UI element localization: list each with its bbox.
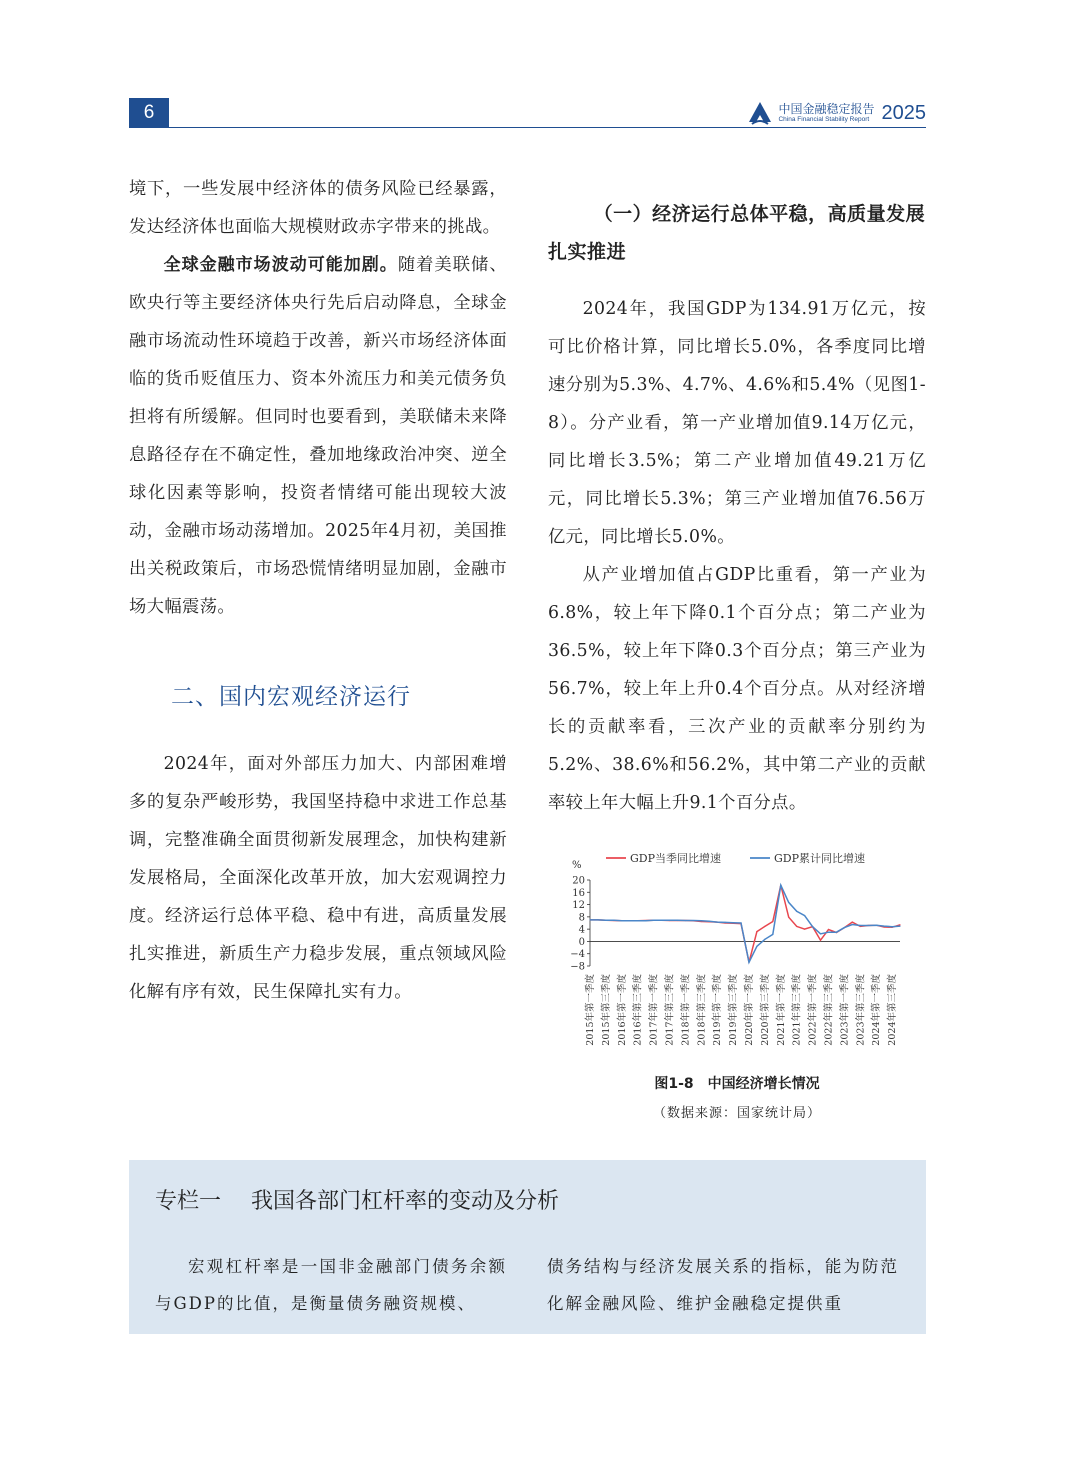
x-tick-label: 2020年第一季度: [743, 974, 755, 1046]
data-point: [645, 920, 646, 921]
gdp-chart-svg: [560, 850, 920, 1070]
data-point: [717, 921, 718, 922]
data-point: [820, 940, 821, 941]
x-tick-label: 2023年第一季度: [839, 974, 851, 1046]
header-rule: [129, 127, 926, 128]
report-logo-icon: [747, 100, 773, 126]
x-tick-label: 2020年第三季度: [759, 974, 771, 1046]
figure-source: （数据来源：国家统计局）: [652, 1106, 821, 1121]
data-point: [740, 922, 741, 923]
data-point: [725, 922, 726, 923]
data-point: [844, 927, 845, 928]
data-point: [796, 911, 797, 912]
data-point: [796, 926, 797, 927]
brand-title-cn: 中国金融稳定报告: [778, 101, 875, 116]
data-point: [709, 921, 710, 922]
left-column: [129, 170, 507, 1011]
y-axis-unit: %: [572, 860, 582, 871]
data-point: [629, 920, 630, 921]
x-tick-label: 2017年第三季度: [664, 974, 676, 1046]
data-point: [868, 925, 869, 926]
data-point: [884, 925, 885, 926]
paragraph: 2024年，面对外部压力加大、内部困难增多的复杂严峻形势，我国坚持稳中求进工作总基调，完整准确全面贯彻新发展理念，加快构建新发展格局，全面深化改革开放，加大宏观调控力度。经济运行总体平稳、稳中有进，高质量发展扎实推进，新质生产力稳步发展，重点领域风险化解有序有效，民生保障扎实有力。: [129, 754, 507, 1002]
figure-caption: 图1-8 中国经济增长情况: [654, 1076, 820, 1092]
x-tick-label: 2024年第一季度: [871, 974, 883, 1046]
x-tick-label: 2022年第三季度: [823, 974, 835, 1046]
data-point: [804, 929, 805, 930]
data-point: [780, 885, 781, 886]
y-tick-label: 20: [572, 875, 585, 887]
data-point: [772, 934, 773, 935]
x-tick-label: 2023年第三季度: [855, 974, 867, 1046]
data-point: [899, 924, 900, 925]
data-point: [693, 920, 694, 921]
x-tick-label: 2017年第一季度: [648, 974, 660, 1046]
data-point: [605, 920, 606, 921]
column-box: [129, 1160, 926, 1334]
y-tick-label: 4: [578, 924, 585, 936]
data-point: [788, 902, 789, 903]
data-point: [899, 925, 900, 926]
x-tick-label: 2021年第三季度: [791, 974, 803, 1046]
paragraph: 从产业增加值占GDP比重看，第一产业为6.8%，较上年下降0.1个百分点；第二产业为36.5%，较上年下降0.3个百分点；第三产业为56.7%，较上年上升0.4个百分点。从对经济增长的贡献率看，三次产业的贡献率分别约为5.2%、38.6%和56.2%，其中第二产业的贡献率较上年大幅上升9.1个百分点。: [548, 565, 926, 813]
data-point: [597, 919, 598, 920]
data-point: [756, 931, 757, 932]
paragraph: [129, 246, 507, 626]
data-point: [828, 929, 829, 930]
data-point: [764, 939, 765, 940]
data-point: [621, 920, 622, 921]
x-tick-label: 2015年第一季度: [585, 974, 596, 1046]
data-point: [748, 962, 749, 963]
data-point: [860, 925, 861, 926]
data-point: [852, 921, 853, 922]
data-point: [772, 921, 773, 922]
data-point: [589, 919, 590, 920]
box-text-left: 宏观杠杆率是一国非金融部门债务余额与GDP的比值，是衡量债务融资规模、: [155, 1257, 507, 1313]
subsection-heading: （一）经济运行总体平稳，高质量发展扎实推进: [548, 203, 926, 263]
x-tick-label: 2019年第三季度: [728, 974, 740, 1046]
page-number: 6: [129, 98, 169, 128]
data-point: [804, 915, 805, 916]
x-tick-label: 2016年第一季度: [616, 974, 628, 1046]
data-point: [677, 920, 678, 921]
data-point: [828, 932, 829, 933]
box-label: 专栏一: [155, 1189, 222, 1214]
paragraph: 境下，一些发展中经济体的债务风险已经暴露，发达经济体也面临大规模财政赤字带来的挑战。: [129, 179, 507, 237]
x-tick-label: 2024年第三季度: [887, 974, 899, 1046]
y-tick-label: 8: [578, 912, 585, 924]
y-tick-label: −4: [570, 949, 585, 961]
data-point: [876, 925, 877, 926]
data-point: [669, 920, 670, 921]
series-line-2: [590, 885, 900, 962]
paragraph-text: 随着美联储、欧央行等主要经济体央行先后启动降息，全球金融市场流动性环境趋于改善，新兴市场经济体面临的货币贬值压力、资本外流压力和美元债务负担将有所缓解。但同时也要看到，美联储未来降息路径存在不确定性，叠加地缘政治冲突、逆全球化因素等影响，投资者情绪可能出现较大波动，金融市场动荡增加。2025年4月初，美国推出关税政策后，市场恐慌情绪明显加剧，金融市场大幅震荡。: [129, 255, 508, 617]
y-tick-label: 16: [572, 887, 585, 899]
legend-label-1: GDP当季同比增速: [630, 852, 722, 865]
x-tick-label: 2022年第一季度: [807, 974, 819, 1046]
box-title: [155, 1184, 559, 1215]
data-point: [661, 920, 662, 921]
data-point: [653, 920, 654, 921]
data-point: [764, 926, 765, 927]
data-point: [613, 920, 614, 921]
y-tick-label: −8: [570, 961, 585, 973]
data-point: [701, 920, 702, 921]
data-point: [891, 926, 892, 927]
x-tick-label: 2016年第三季度: [632, 974, 644, 1046]
x-tick-label: 2021年第一季度: [775, 974, 787, 1046]
legend-label-2: GDP累计同比增速: [774, 852, 866, 865]
brand-title-en: China Financial Stability Report: [778, 115, 870, 123]
data-point: [756, 946, 757, 947]
section-heading: 二、国内宏观经济运行: [171, 684, 411, 710]
right-column: [548, 195, 926, 822]
data-point: [685, 920, 686, 921]
data-point: [820, 933, 821, 934]
paragraph-lead: 全球金融市场波动可能加剧。: [163, 255, 398, 275]
box-text-right: 债务结构与经济发展关系的指标，能为防范化解金融风险、维护金融稳定提供重: [547, 1257, 899, 1313]
x-tick-label: 2018年第一季度: [680, 974, 692, 1046]
x-tick-label: 2018年第三季度: [696, 974, 708, 1046]
data-point: [812, 926, 813, 927]
report-brand: [747, 98, 926, 128]
y-tick-label: 0: [578, 936, 585, 948]
x-tick-label: 2015年第三季度: [600, 974, 612, 1046]
data-point: [836, 932, 837, 933]
data-point: [637, 920, 638, 921]
paragraph: 2024年，我国GDP为134.91万亿元，按可比价格计算，同比增长5.0%，各季度同比增速分别为5.3%、4.7%、4.6%和5.4%（见图1-8）。分产业看，第一产业增加值9.14万亿元，同比增长3.5%；第二产业增加值49.21万亿元，同比增长5.3%；第三产业增加值76.56万亿元，同比增长5.0%。: [548, 299, 926, 547]
data-point: [788, 917, 789, 918]
series-line-1: [590, 885, 900, 962]
box-title-text: 我国各部门杠杆率的变动及分析: [251, 1189, 560, 1214]
brand-year: 2025: [881, 101, 926, 124]
data-point: [852, 924, 853, 925]
x-tick-label: 2019年第一季度: [712, 974, 724, 1046]
data-point: [732, 922, 733, 923]
y-tick-label: 12: [572, 900, 585, 912]
